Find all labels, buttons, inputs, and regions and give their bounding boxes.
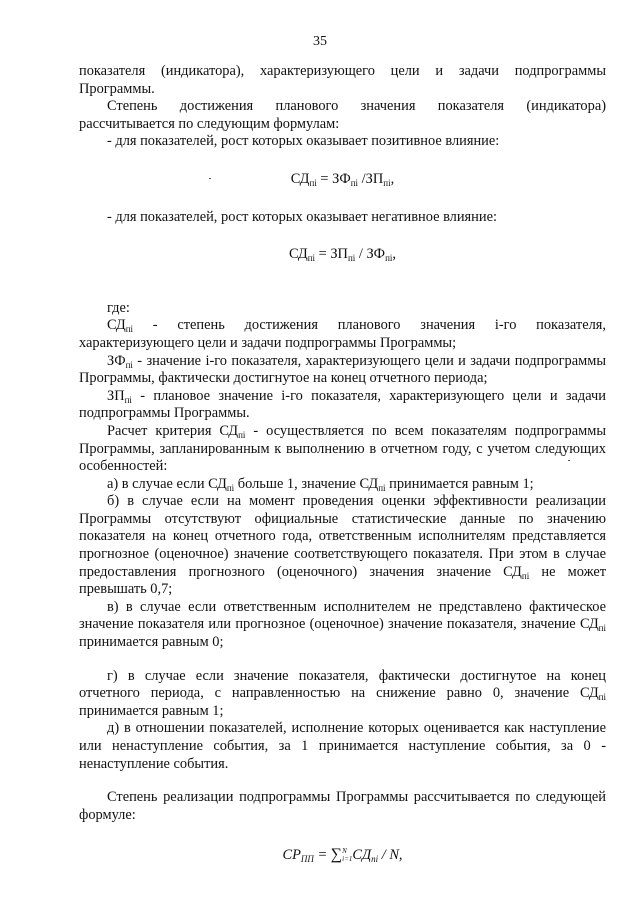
paragraph-degree: Степень достижения планового значения показателя (индикатора) рассчитывается по следующим формулам: — [79, 98, 606, 132]
paragraph-positive: - для показателей, рост которых оказывает позитивное влияние: — [107, 133, 500, 150]
paragraph-intro: показателя (индикатора), характеризующего цели и задачи подпрограммы Программы. — [79, 63, 606, 97]
formula-subprogram-realization: $СР_{ПП} = \sum N$ $i=1СД_{пi} / N$, — [282, 846, 403, 865]
item-b: б) в случае если на момент проведения оценки эффективности реализации Программы отсутствуют официальные статистические данные по значению показателя на конец отчетного года, ответственным исполнителям представляется прогнозное (оценочное) значение соответствующего показателя. При этом в случае предоставления прогнозного (оценочного) значения значение $СД_{пi}$ не может превышать 0,7; — [79, 493, 606, 598]
definition-sd: $СД_{пi}$ - степень достижения планового значения i-го показателя, характеризующего цели и задачи подпрограммы Программы; — [79, 317, 606, 351]
paragraph-realization: Степень реализации подпрограммы Программы рассчитывается по следующей формуле: — [79, 789, 606, 823]
definition-zp: $ЗП_{пi}$ - плановое значение i-го показателя, характеризующего цели и задачи подпрограммы Программы. — [79, 387, 606, 422]
definition-zf: $ЗФ_{пi}$ - значение i-го показателя, характеризующего цели и задачи подпрограммы Программы, фактически достигнутое на конец отчетного периода; — [79, 352, 606, 387]
item-d: д) в отношении показателей, исполнение которых оценивается как наступление или ненаступление события, за 1 принимается наступление события, за 0 - ненаступление события. — [79, 720, 606, 772]
page-number: 35 — [313, 34, 327, 49]
paragraph-where: где: — [107, 299, 130, 316]
paragraph-criterion: Расчет критерия $СД_{пi}$ - осуществляется по всем показателям подпрограммы Программы, запланированным к выполнению в отчетном году, с учетом следующих особенностей: — [79, 422, 606, 475]
formula-positive: $СД_{пi} = ЗФ_{пi}$ $/ЗП_{пi}$, — [290, 170, 395, 188]
sum-limits: N i=1 — [342, 847, 353, 864]
sum-symbol: ∑ — [330, 846, 343, 864]
document-body — [79, 63, 606, 865]
item-g: г) в случае если значение показателя, фактически достигнутое на конец отчетного периода, с направленностью на снижение равно 0, значение $СД_{пi}$ принимается равным 1; — [79, 667, 606, 719]
paragraph-negative: - для показателей, рост которых оказывает негативное влияние: — [107, 208, 497, 225]
item-v: в) в случае если ответственным исполнителем не представлено фактическое значение показателя или прогнозное (оценочное) значение показателя, значение $СД_{пi}$ принимается равным 0; — [79, 598, 606, 651]
formula-negative: $СД_{пi} = ЗП_{пi} / ЗФ_{пi}$, — [289, 246, 396, 264]
item-a: а) в случае если $СД_{пi}$ больше 1, значение $СД_{пi}$ принимается равным 1; — [107, 475, 534, 493]
